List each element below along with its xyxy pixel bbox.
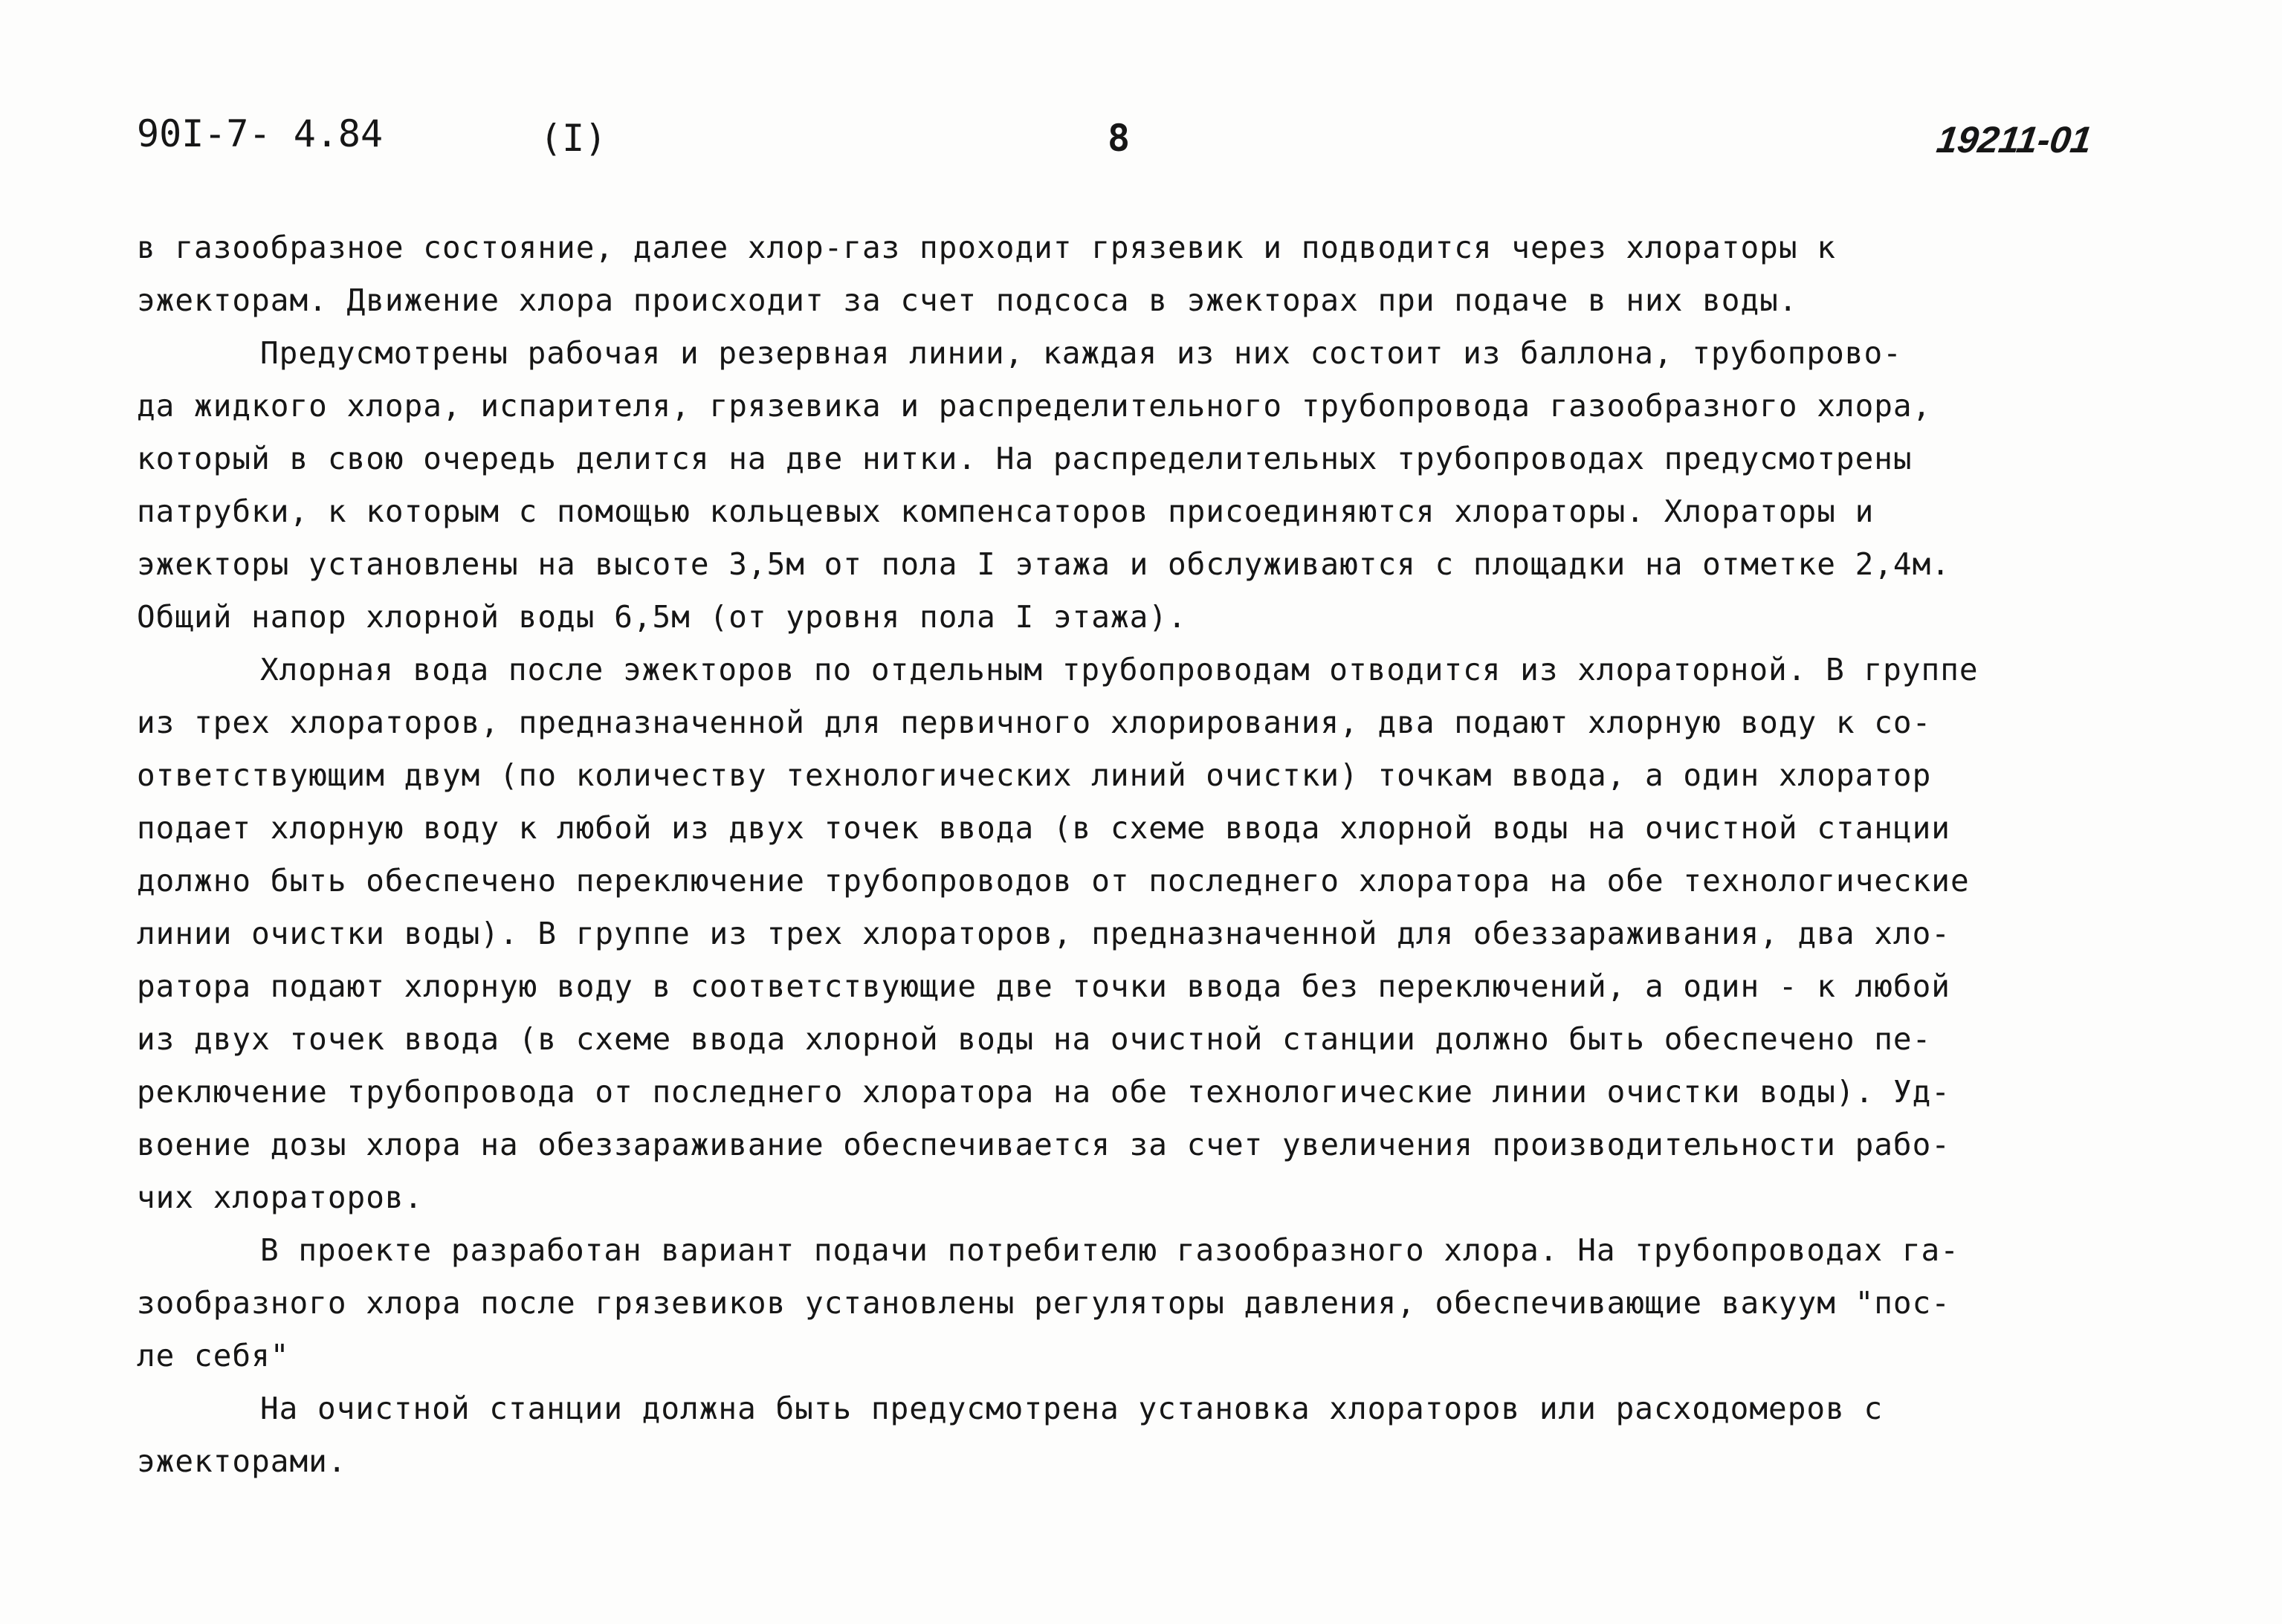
body-text (137, 221, 2188, 1488)
page-header (0, 0, 2282, 193)
part-number: (I) (540, 117, 607, 160)
paragraph-gas-chlorine-variant: В проекте разработан вариант подачи потребителю газообразного хлора. На трубопроводах га- зообразного хлора после грязевиков установлены регуляторы давления, обеспечивающие вакуум "пос- ле себя" (137, 1232, 1959, 1374)
document-code: 90I-7- 4.84 (137, 112, 384, 155)
paragraph-continuation: в газообразное состояние, далее хлор-газ проходит грязевик и подводится через хлораторы к эжекторам. Движение хлора происходит за счет подсоса в эжекторах при подаче в них воды. (137, 230, 1836, 318)
paragraph-station-requirements: На очистной станции должна быть предусмотрена установка хлораторов или расходомеров с эжекторами. (137, 1391, 1884, 1479)
page-number: 8 (1108, 117, 1131, 160)
reference-number: 19211-01 (1934, 119, 2095, 161)
paragraph-lines-description: Предусмотрены рабочая и резервная линии, каждая из них состоит из баллона, трубопрово- да жидкого хлора, испарителя, грязевика и распределительного трубопровода газообразного хлора, который в свою очередь делится на две нитки. На распределительных трубопроводах предусмотрены патрубки, к которым с помощью кольцевых компенсаторов присоединяются хлораторы. Хлораторы и эжекторы установлены на высоте 3,5м от пола I этажа и обслуживаются с площадки на отметке 2,4м. Общий напор хлорной воды 6,5м (от уровня пола I этажа). (137, 335, 1950, 635)
paragraph-chlorine-water-distribution: Хлорная вода после эжекторов по отдельным трубопроводам отводится из хлораторной. В группе из трех хлораторов, предназначенной для первичного хлорирования, два подают хлорную воду к со- ответствующим двум (по количеству технологических линий очистки) точкам ввода, а один хлоратор подает хлорную воду к любой из двух точек ввода (в схеме ввода хлорной воды на очистной станции должно быть обеспечено переключение трубопроводов от последнего хлоратора на обе технологические линии очистки воды). В группе из трех хлораторов, предназначенной для обеззараживания, два хло- ратора подают хлорную воду в соответствующие две точки ввода без переключений, а один - к любой из двух точек ввода (в схеме ввода хлорной воды на очистной станции должно быть обеспечено пе- реключение трубопровода от последнего хлоратора на обе технологические линии очистки воды). Уд- воение дозы хлора на обеззараживание обеспечивается за счет увеличения производительности рабо- чих хлораторов. (137, 652, 1979, 1215)
